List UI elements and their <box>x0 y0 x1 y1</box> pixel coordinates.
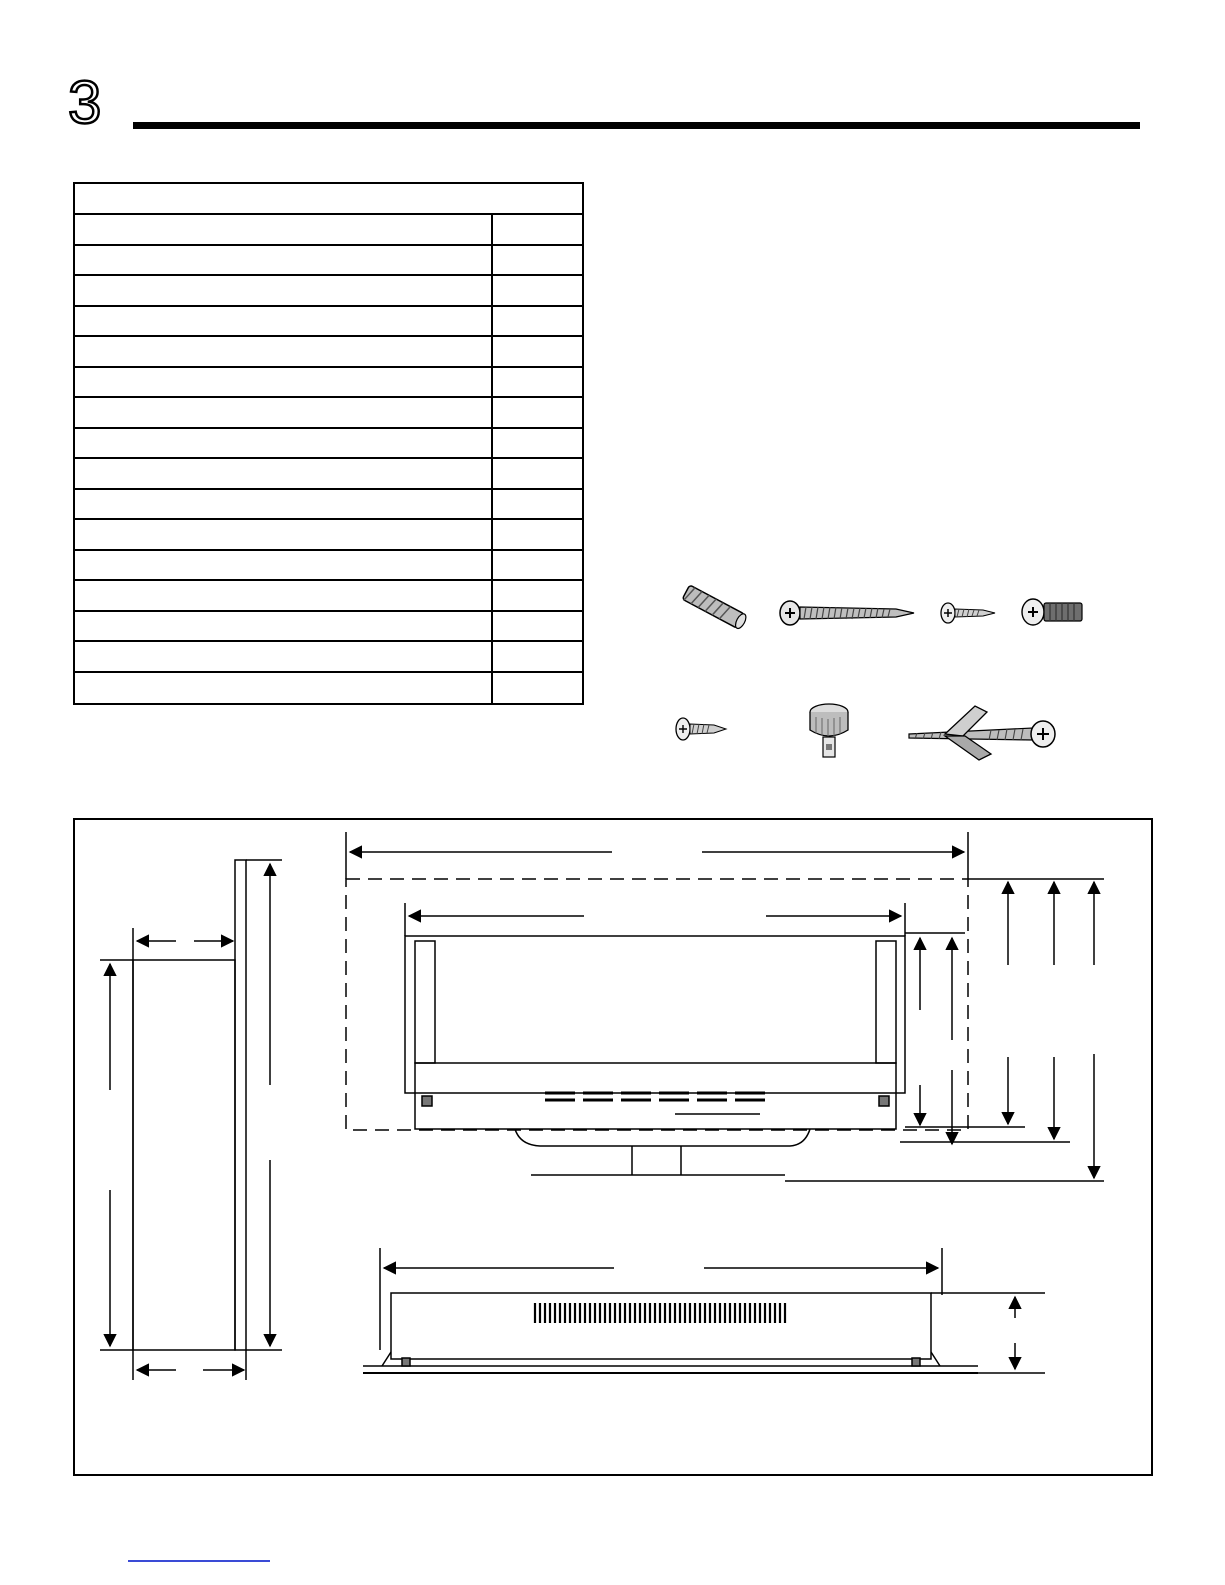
front-view <box>346 832 1104 1181</box>
top-vent-grille <box>535 1303 785 1323</box>
top-view <box>363 1248 1045 1373</box>
footer-link-underline[interactable] <box>128 1560 270 1562</box>
side-view <box>100 860 282 1380</box>
front-vent-slots <box>545 1093 765 1100</box>
step-number: 3 <box>68 69 102 136</box>
